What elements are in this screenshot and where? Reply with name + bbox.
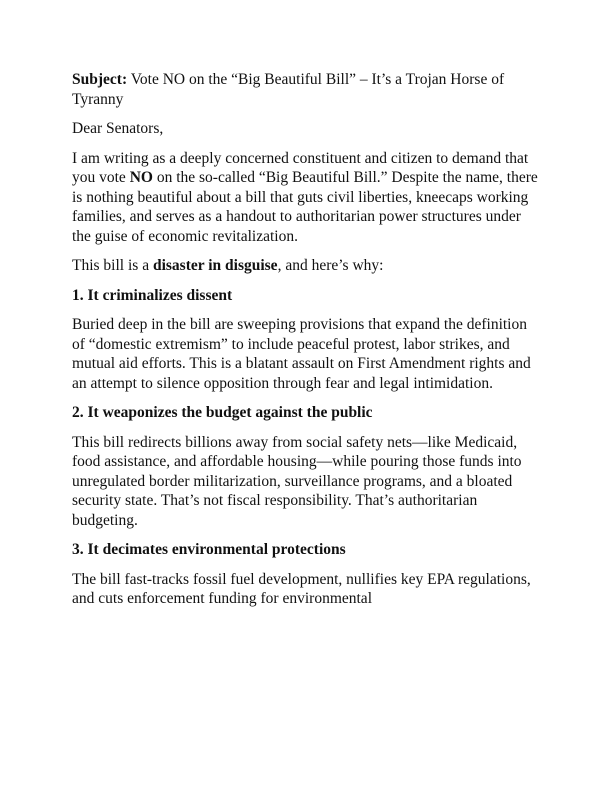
thesis-paragraph <box>72 256 542 276</box>
intro-text-start: I am writing as a deeply concerned constituent and citizen to demand that you vote <box>72 149 529 186</box>
intro-text-end: on the so-called “Big Beautiful Bill.” Despite the name, there is nothing beautiful about a bill that guts civil liberties, kneecaps working families, and serves as a handout to authoritarian power structures under the guise of economic revitalization. <box>72 169 538 245</box>
letter-page <box>72 70 542 619</box>
intro-emphasis: NO <box>129 169 153 186</box>
thesis-text-start: This bill is a <box>72 257 153 274</box>
thesis-text-end: , and here’s why: <box>277 257 384 274</box>
section-body-1: Buried deep in the bill are sweeping provisions that expand the definition of “domestic extremism” to include peaceful protest, labor strikes, and mutual aid efforts. This is a blatant assault on First Amendment rights and an attempt to silence opposition through fear and legal intimidation. <box>72 316 531 392</box>
subject-label: Subject: <box>72 71 128 88</box>
section-body-3: The bill fast-tracks fossil fuel development, nullifies key EPA regulations, and cuts enforcement funding for environmental <box>72 570 531 607</box>
subject-line <box>72 70 542 109</box>
section-heading-1: 1. It criminalizes dissent <box>72 286 233 304</box>
section-heading-2: 2. It weaponizes the budget against the public <box>72 404 373 421</box>
subject-text: Vote NO on the “Big Beautiful Bill” – It’s a Trojan Horse of Tyranny <box>72 71 505 108</box>
section-heading-3: 3. It decimates environmental protections <box>72 541 346 558</box>
section-body-2: This bill redirects billions away from social safety nets—like Medicaid, food assistance, and affordable housing—while pouring those funds into unregulated border militarization, surveillance programs, and a bloated security state. That’s not fiscal responsibility. That’s authoritarian budgeting. <box>72 433 522 529</box>
salutation: Dear Senators, <box>72 120 164 137</box>
thesis-emphasis: disaster in disguise <box>152 257 278 274</box>
intro-paragraph <box>72 149 542 247</box>
